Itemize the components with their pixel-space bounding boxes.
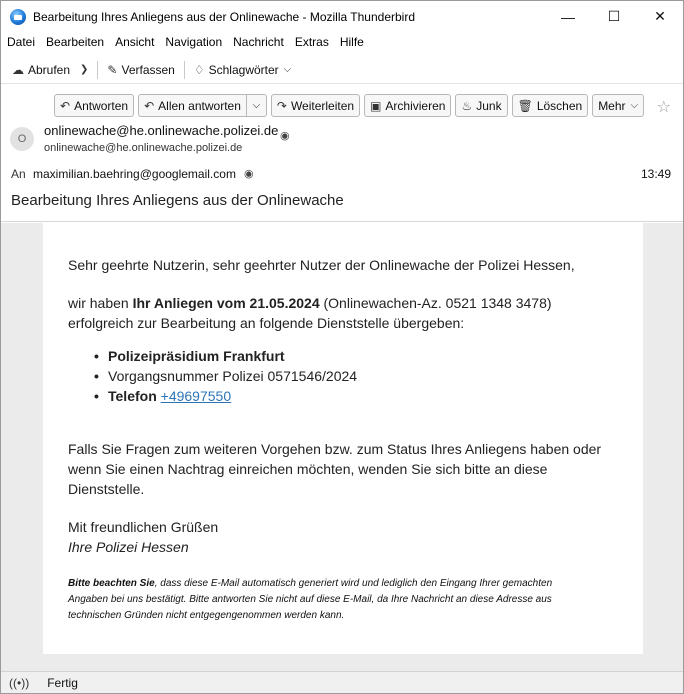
- cloud-download-icon: ☁: [12, 62, 24, 77]
- note-text-1: , dass diese E-Mail automatisch generiert wird und lediglich den Eingang Ihrer gemachten: [154, 578, 553, 589]
- junk-label: Junk: [476, 98, 502, 113]
- flame-icon: ♨: [461, 98, 473, 113]
- chevron-down-icon: ❯: [80, 64, 89, 75]
- note-bold: Bitte beachten Sie: [68, 578, 155, 589]
- archive-label: Archivieren: [385, 98, 446, 113]
- intro-bold: Ihr Anliegen vom 21.05.2024: [132, 295, 320, 311]
- menu-bar: [1, 32, 683, 52]
- online-status-icon[interactable]: ((•)): [9, 675, 30, 690]
- tags-button[interactable]: [189, 58, 296, 82]
- star-icon[interactable]: ☆: [656, 99, 671, 116]
- forward-label: Weiterleiten: [290, 98, 355, 113]
- menu-ansicht[interactable]: Ansicht: [115, 35, 155, 49]
- reply-icon: ↶: [60, 98, 71, 113]
- message-subject: Bearbeitung Ihres Anliegens aus der Onlinewache: [11, 192, 344, 209]
- note-line-3: technischen Gründen nicht entgegengenommen werden kann.: [68, 610, 345, 621]
- menu-hilfe[interactable]: Hilfe: [339, 35, 364, 49]
- status-bar: [1, 671, 683, 693]
- header-toolbar: [54, 94, 648, 117]
- minimize-button[interactable]: —: [561, 8, 575, 25]
- sender-name[interactable]: onlinewache@he.onlinewache.polizei.de: [44, 123, 279, 138]
- more-button[interactable]: [592, 94, 644, 117]
- intro-suffix: (Onlinewachen-Az. 0521 1348 3478): [319, 295, 552, 311]
- trash-icon: 🗑: [517, 98, 533, 113]
- list-item: [108, 346, 285, 366]
- intro-line: [68, 293, 552, 313]
- list-item: [108, 386, 231, 406]
- junk-button[interactable]: [455, 94, 507, 117]
- closing: Mit freundlichen Grüßen: [68, 519, 219, 535]
- pencil-icon: ✎: [107, 62, 118, 77]
- recipient-label: An: [11, 167, 26, 181]
- toolbar-divider: [97, 61, 98, 79]
- delete-button[interactable]: [512, 94, 589, 117]
- tags-label: Schlagwörter: [208, 62, 279, 77]
- sender-address[interactable]: onlinewache@he.onlinewache.polizei.de: [44, 142, 243, 154]
- chevron-down-icon[interactable]: ⌵: [246, 95, 266, 116]
- tag-icon: ♢: [193, 62, 205, 77]
- fetch-label: Abrufen: [28, 62, 71, 77]
- reply-all-button[interactable]: [138, 94, 267, 117]
- forward-icon: ↷: [276, 98, 287, 113]
- note-line-2: Angaben bei uns bestätigt. Bitte antworten Sie nicht auf diese E-Mail, da Ihre Nachricht an diese Adresse aus: [68, 594, 552, 605]
- reply-all-label: Allen antworten: [158, 98, 241, 113]
- list-item: • Vorgangsnummer Polizei 0571546/2024: [108, 366, 357, 386]
- toolbar-divider: [184, 61, 185, 79]
- window-title: Bearbeitung Ihres Anliegens aus der Onlinewache - Mozilla Thunderbird: [33, 9, 416, 24]
- signature: Ihre Polizei Hessen: [68, 539, 189, 555]
- chevron-down-icon: ⌵: [283, 64, 292, 75]
- note-line-1: [68, 576, 628, 592]
- intro-line-2: erfolgreich zur Bearbeitung an folgende Dienststelle übergeben:: [68, 315, 465, 331]
- add-contact-icon[interactable]: ◉: [244, 168, 254, 180]
- reply-all-icon: ↶: [144, 98, 155, 113]
- menu-bearbeiten[interactable]: Bearbeiten: [46, 35, 105, 49]
- reply-button[interactable]: [54, 94, 134, 117]
- chevron-down-icon: ⌵: [630, 100, 639, 111]
- more-label: Mehr: [598, 98, 626, 113]
- status-text: Fertig: [47, 675, 78, 690]
- questions-line-2: wenn Sie einen Nachtrag einreichen möchten, wenden Sie sich bitte an diese: [68, 461, 548, 477]
- fetch-button[interactable]: [7, 58, 75, 82]
- menu-extras[interactable]: Extras: [294, 35, 329, 49]
- phone-label: Telefon: [108, 388, 157, 404]
- menu-navigation[interactable]: Navigation: [165, 35, 223, 49]
- message-body-area: [1, 223, 683, 673]
- close-button[interactable]: ✕: [654, 8, 666, 24]
- fetch-dropdown-button[interactable]: [75, 58, 93, 82]
- reply-label: Antworten: [74, 98, 129, 113]
- message-content: [43, 223, 643, 654]
- window-controls: [545, 1, 683, 32]
- archive-box-icon: ▣: [370, 98, 382, 113]
- title-bar: [1, 1, 683, 32]
- recipient-address[interactable]: maximilian.baehring@googlemail.com: [33, 167, 236, 181]
- message-time: 13:49: [640, 167, 671, 181]
- questions-line-3: Dienststelle.: [68, 481, 145, 497]
- phone-link[interactable]: +49697550: [160, 388, 232, 404]
- compose-button[interactable]: [102, 58, 179, 82]
- compose-label: Verfassen: [121, 62, 175, 77]
- main-toolbar: [1, 56, 683, 84]
- add-contact-icon[interactable]: ◉: [280, 130, 290, 142]
- maximize-button[interactable]: ☐: [607, 8, 621, 24]
- menu-nachricht[interactable]: Nachricht: [233, 35, 284, 49]
- questions-line-1: Falls Sie Fragen zum weiteren Vorgehen bzw. zum Status Ihres Anliegens haben oder: [68, 441, 602, 457]
- office-name: Polizeipräsidium Frankfurt: [108, 348, 285, 364]
- forward-button[interactable]: [271, 94, 360, 117]
- thunderbird-logo-icon: [10, 9, 26, 25]
- avatar: O: [10, 127, 34, 151]
- delete-label: Löschen: [536, 98, 583, 113]
- intro-prefix: wir haben: [68, 295, 133, 311]
- greeting: Sehr geehrte Nutzerin, sehr geehrter Nutzer der Onlinewache der Polizei Hessen,: [68, 257, 575, 273]
- menu-datei[interactable]: Datei: [7, 35, 36, 49]
- archive-button[interactable]: [364, 94, 451, 117]
